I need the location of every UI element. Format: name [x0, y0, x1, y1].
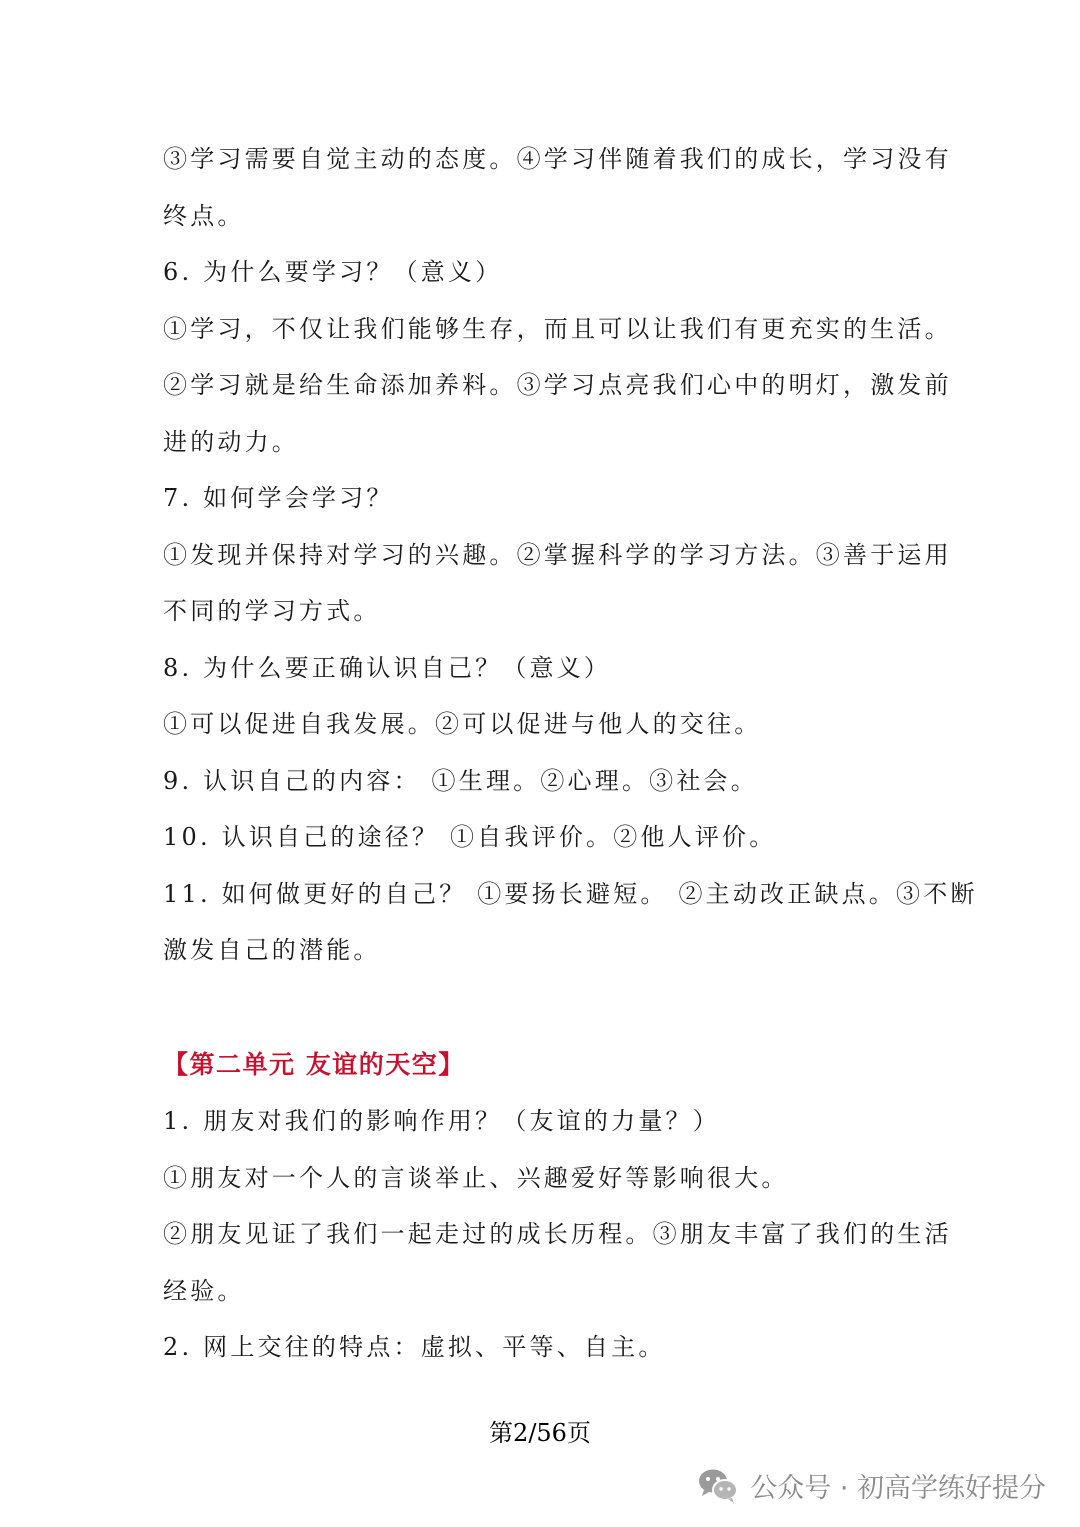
- question-line: 11. 如何做更好的自己？ ①要扬长避短。 ②主动改正缺点。③不断: [163, 880, 978, 908]
- text-line: ①可以促进自我发展。②可以促进与他人的交往。: [163, 710, 762, 738]
- watermark: [696, 1463, 1046, 1507]
- question-heading: 7. 如何学会学习？: [163, 484, 394, 512]
- wechat-icon: [696, 1465, 740, 1505]
- text-line: 终点。: [163, 202, 245, 230]
- text-line: ①发现并保持对学习的兴趣。②掌握科学的学习方法。③善于运用: [163, 541, 952, 569]
- question-heading: 6. 为什么要学习？（意义）: [163, 258, 503, 286]
- text-line: 不同的学习方式。: [163, 597, 381, 625]
- text-line: ③学习需要自觉主动的态度。④学习伴随着我们的成长，学习没有: [163, 145, 952, 173]
- text-line: ②朋友见证了我们一起走过的成长历程。③朋友丰富了我们的生活: [163, 1220, 952, 1248]
- text-line: ①学习，不仅让我们能够生存，而且可以让我们有更充实的生活。: [163, 315, 952, 343]
- text-line: ②学习就是给生命添加养料。③学习点亮我们心中的明灯，激发前: [163, 371, 952, 399]
- text-line: 经验。: [163, 1277, 245, 1305]
- page-number: 第2/56页: [489, 1419, 591, 1447]
- question-line: 10. 认识自己的途径？ ①自我评价。②他人评价。: [163, 823, 777, 851]
- question-line: 2. 网上交往的特点：虚拟、平等、自主。: [163, 1333, 666, 1361]
- question-line: 9. 认识自己的内容： ①生理。②心理。③社会。: [163, 767, 758, 795]
- watermark-text: 公众号 · 初高学练好提分: [750, 1472, 1046, 1504]
- text-line: 激发自己的潜能。: [163, 936, 381, 964]
- question-heading: 1. 朋友对我们的影响作用？（友谊的力量？）: [163, 1107, 720, 1135]
- question-heading: 8. 为什么要正确认识自己？（意义）: [163, 654, 612, 682]
- text-line: ①朋友对一个人的言谈举止、兴趣爱好等影响很大。: [163, 1164, 789, 1192]
- text-line: 进的动力。: [163, 428, 299, 456]
- section-heading: 【第二单元 友谊的天空】: [163, 1050, 465, 1079]
